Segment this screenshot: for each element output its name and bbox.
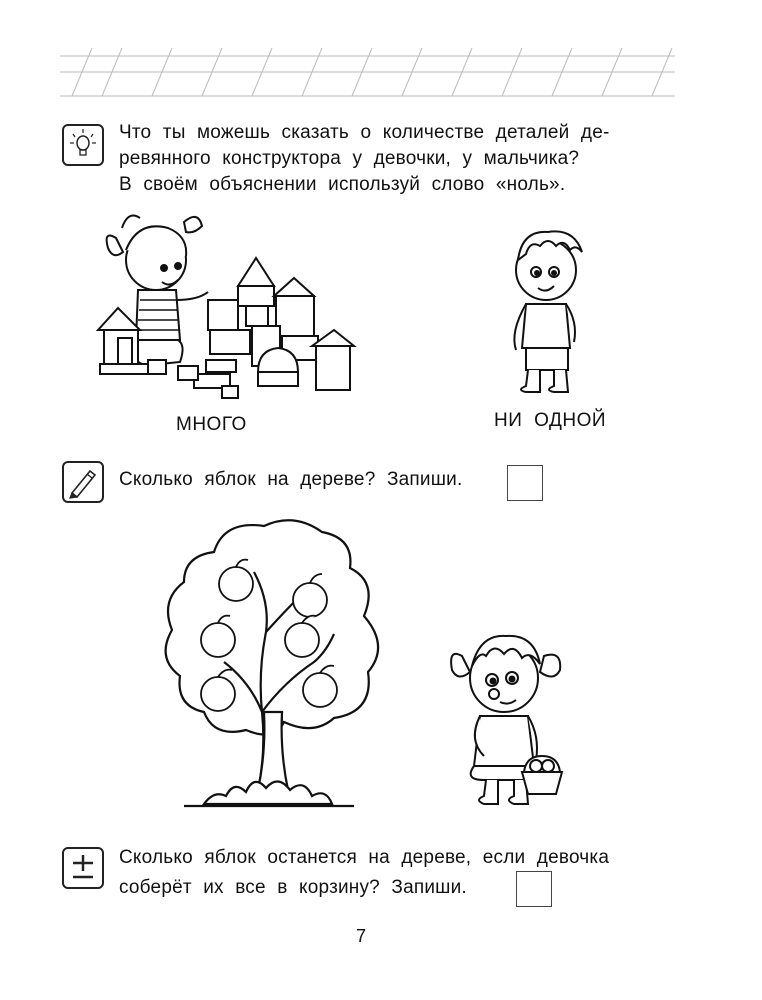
task3-line-2: соберёт их все в корзину? Запиши. (119, 877, 467, 898)
task2-answer-box[interactable] (507, 465, 543, 501)
task2-text: Сколько яблок на дереве? Запиши. (119, 469, 463, 490)
task3-text (119, 843, 699, 903)
task2-icon-box (62, 461, 104, 503)
handwriting-guide-lines (0, 0, 762, 110)
task1-text (119, 120, 679, 198)
task1-icon-box (62, 124, 104, 166)
girl-with-blocks-illustration (98, 200, 368, 400)
pencil-icon (64, 463, 102, 501)
caption-none: НИ ОДНОЙ (494, 410, 607, 431)
task1-line-1: Что ты можешь сказать о количестве деталей де- (119, 122, 610, 143)
task3-icon-box (62, 847, 104, 889)
boy-illustration (504, 222, 594, 392)
apple-tree-illustration (154, 512, 414, 822)
caption-many: МНОГО (176, 414, 247, 435)
page-number: 7 (356, 926, 367, 946)
plus-minus-icon (64, 849, 102, 887)
girl-with-basket-illustration (444, 620, 574, 810)
task1-line-3: В своём объяснении используй слово «ноль». (119, 174, 566, 195)
task1-line-2: ревянного конструктора у девочки, у мальчика? (119, 148, 580, 169)
lightbulb-icon (64, 126, 102, 164)
task3-answer-box[interactable] (516, 871, 552, 907)
task3-line-1: Сколько яблок останется на дереве, если девочка (119, 847, 610, 868)
